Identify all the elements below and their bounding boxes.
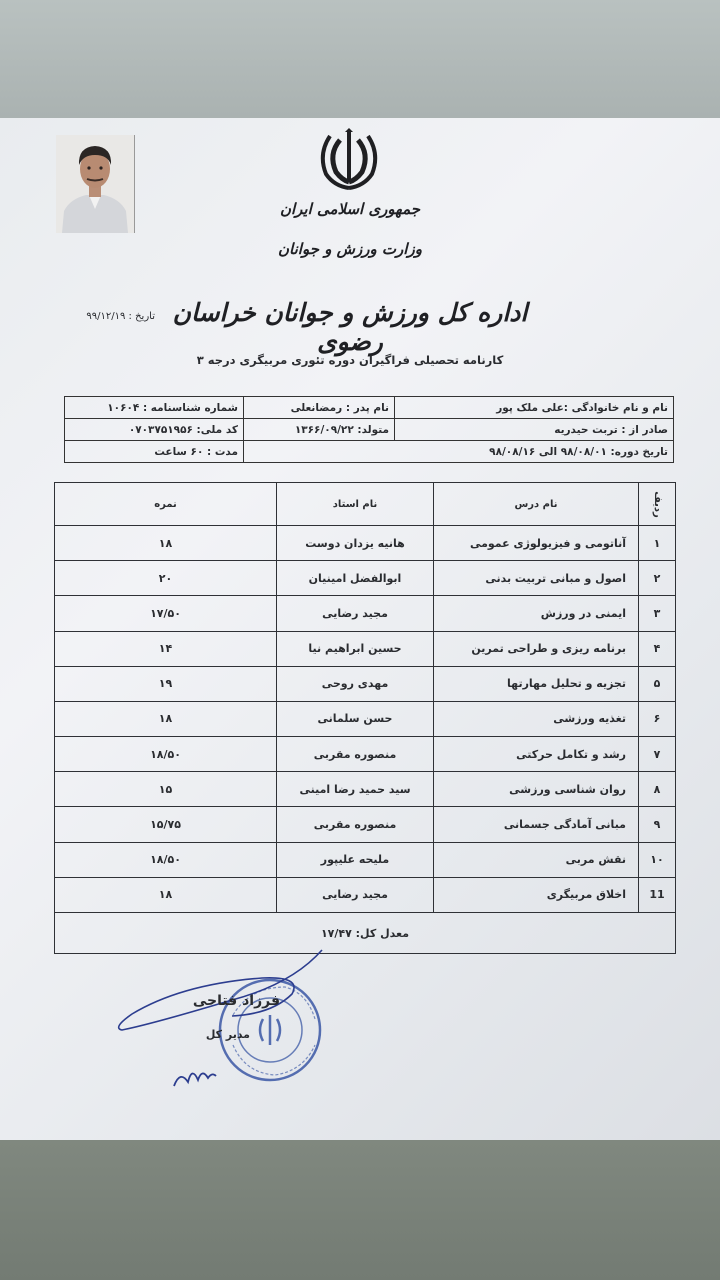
teacher-name: هانیه یزدان دوست	[277, 526, 434, 561]
header-teacher: نام استاد	[277, 483, 434, 526]
table-row	[55, 666, 676, 701]
grade-value: ۱۸	[55, 877, 277, 912]
iran-emblem-icon	[316, 128, 382, 190]
header-course: نام درس	[434, 483, 639, 526]
document-title: کارنامه تحصیلی فراگیران دوره تئوری مربیگری درجه ۳	[196, 353, 504, 367]
course-name: اخلاق مربیگری	[434, 877, 639, 912]
teacher-name: مهدی روحی	[277, 666, 434, 701]
grade-value: ۱۸	[55, 526, 277, 561]
course-name: تغذیه ورزشی	[434, 701, 639, 736]
table-row	[55, 772, 676, 807]
course-date: تاریخ دوره: ۹۸/۰۸/۰۱ الی ۹۸/۰۸/۱۶	[244, 441, 674, 463]
row-number: ۵	[639, 666, 676, 701]
grade-value: ۱۷/۵۰	[55, 596, 277, 631]
row-number: ۴	[639, 631, 676, 666]
grade-value: ۱۸/۵۰	[55, 737, 277, 772]
row-number: ۳	[639, 596, 676, 631]
table-row	[55, 807, 676, 842]
header-row-number: ردیف	[639, 483, 676, 526]
teacher-name: سید حمید رضا امینی	[277, 772, 434, 807]
course-name: برنامه ریزی و طراحی تمرین	[434, 631, 639, 666]
ministry-name: وزارت ورزش و جوانان	[278, 240, 422, 258]
header-grade: نمره	[55, 483, 277, 526]
table-row	[55, 877, 676, 912]
birth-date: متولد: ۱۳۶۶/۰۹/۲۲	[244, 419, 395, 441]
grade-value: ۱۴	[55, 631, 277, 666]
table-row	[55, 526, 676, 561]
table-row	[55, 596, 676, 631]
student-name: نام و نام خانوادگی :علی ملک پور	[395, 397, 674, 419]
teacher-name: حسن سلمانی	[277, 701, 434, 736]
table-row	[55, 701, 676, 736]
course-name: مبانی آمادگی جسمانی	[434, 807, 639, 842]
table-row	[55, 561, 676, 596]
teacher-name: ملیحه علیپور	[277, 842, 434, 877]
row-number: ۷	[639, 737, 676, 772]
background-bottom	[0, 1140, 720, 1280]
student-info-table	[64, 396, 674, 463]
signer-name: فرزاد فتاحی	[192, 993, 280, 1009]
overall-average: معدل کل: ۱۷/۴۷	[55, 913, 676, 954]
row-number: ۲	[639, 561, 676, 596]
course-name: آناتومی و فیزیولوژی عمومی	[434, 526, 639, 561]
course-duration: مدت : ۶۰ ساعت	[65, 441, 244, 463]
course-name: اصول و مبانی تربیت بدنی	[434, 561, 639, 596]
row-number: ۹	[639, 807, 676, 842]
table-row	[55, 842, 676, 877]
organization-title: اداره کل ورزش و جوانان خراسان رضوی	[172, 298, 528, 356]
teacher-name: منصوره مقربی	[277, 807, 434, 842]
teacher-name: حسین ابراهیم نیا	[277, 631, 434, 666]
issue-date: تاریخ : ۹۹/۱۲/۱۹	[86, 311, 155, 322]
row-number: 11	[639, 877, 676, 912]
grade-value: ۱۸/۵۰	[55, 842, 277, 877]
teacher-name: مجید رضایی	[277, 596, 434, 631]
issued-from: صادر از : تربت حیدریه	[395, 419, 674, 441]
row-number: ۱	[639, 526, 676, 561]
grade-value: ۱۵	[55, 772, 277, 807]
row-number: ۶	[639, 701, 676, 736]
teacher-name: منصوره مقربی	[277, 737, 434, 772]
teacher-name: ابوالفضل امینیان	[277, 561, 434, 596]
signature-mark-icon	[170, 1060, 220, 1090]
id-number: شماره شناسنامه : ۱۰۶۰۴	[65, 397, 244, 419]
course-name: رشد و تکامل حرکتی	[434, 737, 639, 772]
teacher-name: مجید رضایی	[277, 877, 434, 912]
father-name: نام پدر : رمضانعلی	[244, 397, 395, 419]
course-name: تجزیه و تحلیل مهارتها	[434, 666, 639, 701]
table-row	[55, 737, 676, 772]
grades-table	[54, 482, 676, 954]
signer-title: مدیر کل	[205, 1028, 250, 1041]
row-number: ۱۰	[639, 842, 676, 877]
grade-value: ۱۸	[55, 701, 277, 736]
grade-value: ۱۹	[55, 666, 277, 701]
grade-value: ۱۵/۷۵	[55, 807, 277, 842]
course-name: روان شناسی ورزشی	[434, 772, 639, 807]
course-name: ایمنی در ورزش	[434, 596, 639, 631]
student-photo	[56, 135, 135, 233]
background-top	[0, 0, 720, 118]
grade-value: ۲۰	[55, 561, 277, 596]
table-row	[55, 631, 676, 666]
course-name: نقش مربی	[434, 842, 639, 877]
national-code: کد ملی: ۰۷۰۳۷۵۱۹۵۶	[65, 419, 244, 441]
row-number: ۸	[639, 772, 676, 807]
country-name: جمهوری اسلامی ایران	[279, 200, 421, 218]
